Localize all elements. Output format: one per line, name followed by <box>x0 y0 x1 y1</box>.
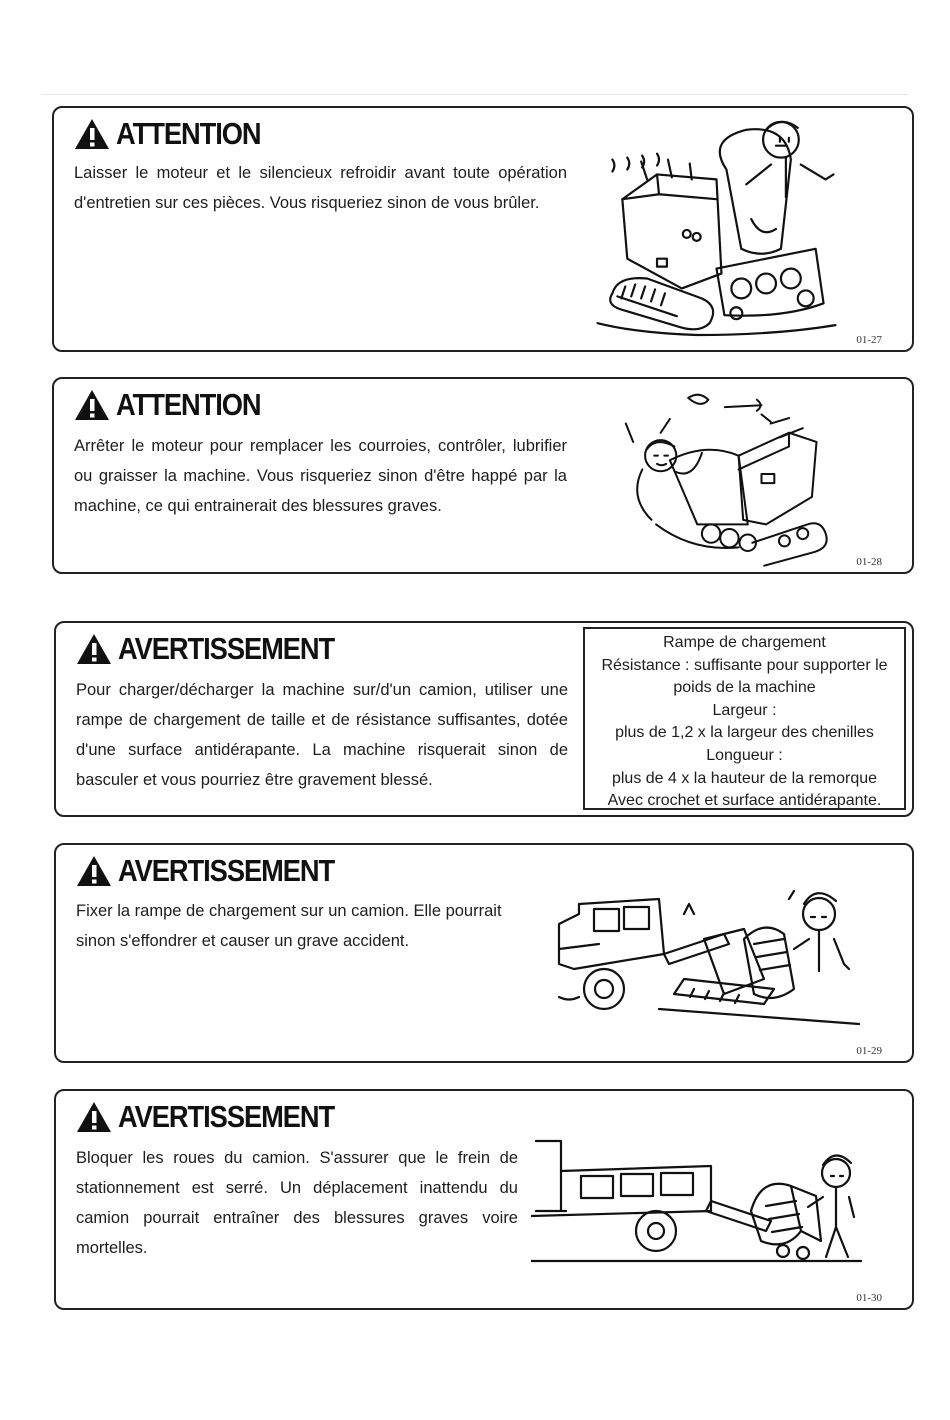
spec-line: plus de 4 x la hauteur de la remorque <box>611 769 878 787</box>
warning-header <box>76 1099 364 1135</box>
warning-header <box>74 387 280 423</box>
ramp-collapse-illustration <box>554 879 874 1029</box>
warning-heading: AVERTISSEMENT <box>118 853 335 888</box>
warning-header <box>76 853 364 889</box>
hot-engine-illustration <box>594 110 839 338</box>
figure-code: 01-27 <box>856 334 882 346</box>
warning-heading: AVERTISSEMENT <box>118 631 335 666</box>
figure-code: 01-30 <box>856 1292 882 1304</box>
loading-ramp-spec-box <box>583 627 906 810</box>
warning-box-5 <box>54 1089 914 1310</box>
warning-header <box>74 116 280 152</box>
warning-heading: ATTENTION <box>116 116 261 151</box>
top-rule <box>42 94 908 95</box>
figure-code: 01-29 <box>856 1045 882 1057</box>
warning-triangle-icon <box>74 118 110 150</box>
warning-heading: AVERTISSEMENT <box>118 1099 335 1134</box>
warning-text: Laisser le moteur et le silencieux refroidir avant toute opération d'entretien sur ces pièces. Vous risqueriez sinon de vous brûler. <box>74 164 567 212</box>
spec-line: Longueur : <box>706 746 783 764</box>
warning-box-3 <box>54 621 914 817</box>
warning-triangle-icon <box>76 855 112 887</box>
spec-line: plus de 1,2 x la largeur des chenilles <box>615 724 874 742</box>
figure-code: 01-28 <box>856 556 882 568</box>
caught-in-machine-illustration <box>624 381 844 567</box>
spec-line: poids de la machine <box>673 679 816 697</box>
warning-heading: ATTENTION <box>116 387 261 422</box>
truck-rolling-illustration <box>531 1131 871 1271</box>
warning-triangle-icon <box>76 633 112 665</box>
warning-header <box>76 631 364 667</box>
spec-line: Résistance : suffisante pour supporter le <box>601 656 888 674</box>
warning-text: Bloquer les roues du camion. S'assurer que le frein de stationnement est serré. Un déplacement inattendu du camion pourrait entraîner des blessures graves voire mortelles. <box>76 1149 518 1257</box>
warning-text: Pour charger/décharger la machine sur/d'un camion, utiliser une rampe de chargement de taille et de résistance suffisantes, dotée d'une surface antidérapante. La machine risquerait sinon de basculer et vous pourriez être gravement blessé. <box>76 681 568 789</box>
warning-box-4 <box>54 843 914 1063</box>
spec-line: Largeur : <box>712 701 777 719</box>
spec-line: Rampe de chargement <box>663 634 826 651</box>
warning-text: Arrêter le moteur pour remplacer les courroies, contrôler, lubrifier ou graisser la machine. Vous risqueriez sinon d'être happé par la machine, ce qui entrainerait des blessures graves. <box>74 437 567 515</box>
warning-text: Fixer la rampe de chargement sur un camion. Elle pourrait sinon s'effondrer et causer un grave accident. <box>76 902 502 950</box>
spec-line: Avec crochet et surface antidérapante. <box>607 792 882 810</box>
warning-box-1 <box>52 106 914 352</box>
warning-triangle-icon <box>74 389 110 421</box>
warning-box-2 <box>52 377 914 574</box>
warning-triangle-icon <box>76 1101 112 1133</box>
